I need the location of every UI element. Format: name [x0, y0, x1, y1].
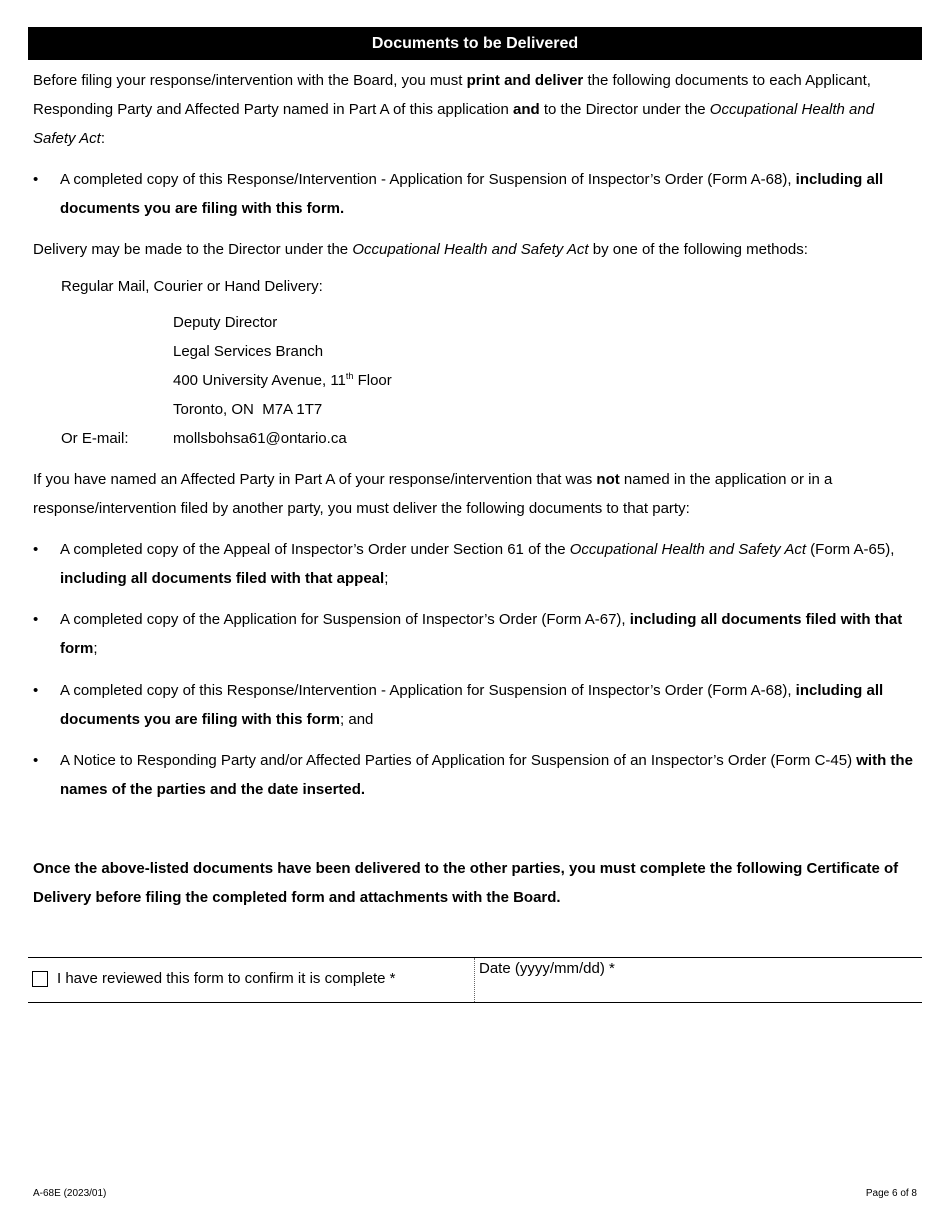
- bullet2-italic: Occupational Health and Safety Act: [569, 541, 807, 558]
- intro-text-3: to the Director under the: [539, 101, 710, 118]
- section-header: [28, 27, 922, 60]
- list-item-form-a65: [33, 535, 923, 593]
- address-line-3-text: 400 University Avenue, 11: [173, 372, 346, 389]
- address-line-4: Toronto, ON M7A 1T7: [173, 401, 323, 418]
- review-checkbox-label: I have reviewed this form to confirm it is complete *: [57, 970, 396, 987]
- review-checkbox[interactable]: [32, 971, 48, 987]
- address-line-3-floor: Floor: [353, 372, 392, 389]
- date-field-label: Date (yyyy/mm/dd) *: [479, 960, 615, 977]
- intro-italic-1: Occupational Health and Safety Act: [33, 101, 875, 147]
- bullet2-text-1: A completed copy of the Appeal of Inspector’s Order under Section 61 of the: [60, 541, 570, 558]
- section-title: Documents to be Delivered: [371, 34, 579, 52]
- bullet-icon: •: [33, 171, 39, 188]
- bullet-icon: •: [33, 682, 39, 699]
- page-number: Page 6 of 8: [865, 1188, 917, 1199]
- delivery-paragraph: [33, 235, 918, 264]
- affected-bold: not: [596, 471, 620, 488]
- bullet3-text-1: A completed copy of the Application for Suspension of Inspector’s Order (Form A-67),: [60, 611, 630, 628]
- intro-paragraph: [33, 66, 918, 153]
- bullet3-text-2: ;: [93, 640, 98, 657]
- bullet1-text: A completed copy of this Response/Intervention - Application for Suspension of Inspector’s Order (Form A-68),: [60, 171, 796, 188]
- bullet5-bold: with the names of the parties and the date inserted.: [60, 752, 913, 798]
- bullet3-bold: including all documents filed with that form: [60, 611, 903, 657]
- review-cell: [28, 958, 475, 1002]
- delivery-italic: Occupational Health and Safety Act: [352, 241, 589, 258]
- address-line-3: [173, 366, 392, 395]
- delivery-text-1: Delivery may be made to the Director under the: [33, 241, 353, 258]
- list-item-form-a68-repeat: [33, 676, 923, 734]
- affected-text-2: named in the application or in a response/intervention filed by another party, you must deliver the following documents to that party:: [33, 471, 833, 517]
- bullet4-bold: including all documents you are filing with this form: [60, 682, 884, 728]
- form-code: A-68E (2023/01): [33, 1188, 107, 1199]
- certificate-instruction: Once the above-listed documents have been delivered to the other parties, you must complete the following Certificate of Delivery before filing the completed form and attachments with the Board.: [33, 860, 899, 906]
- bullet4-text-2: ; and: [340, 711, 374, 728]
- email-label: Or E-mail:: [61, 430, 129, 447]
- bullet-icon: •: [33, 611, 39, 628]
- mail-method-label: Regular Mail, Courier or Hand Delivery:: [61, 278, 323, 295]
- bullet1-bold: including all documents you are filing with this form.: [60, 171, 884, 217]
- intro-text-1: Before filing your response/intervention with the Board, you must: [33, 72, 467, 89]
- list-item-form-c45: [33, 746, 923, 804]
- intro-bold-1: print and deliver: [466, 72, 584, 89]
- list-item-form-a67: [33, 605, 923, 663]
- bullet2-text-2: (Form A-65),: [806, 541, 895, 558]
- bullet-icon: •: [33, 752, 39, 769]
- affected-text-1: If you have named an Affected Party in Part A of your response/intervention that was: [33, 471, 597, 488]
- bullet2-bold: including all documents filed with that appeal: [60, 570, 385, 587]
- certificate-row: [28, 957, 922, 1003]
- bullet2-text-3: ;: [384, 570, 389, 587]
- address-line-1: Deputy Director: [173, 314, 278, 331]
- bullet-icon: •: [33, 541, 39, 558]
- affected-party-paragraph: [33, 465, 918, 523]
- intro-bold-2: and: [513, 101, 540, 118]
- address-line-3-sup: th: [345, 371, 354, 381]
- list-item-form-a68: [33, 165, 923, 223]
- address-line-2: Legal Services Branch: [173, 343, 324, 360]
- intro-text-4: :: [100, 130, 105, 147]
- intro-text-2: the following documents to each Applicant, Responding Party and Affected Party named in Part A of this application: [33, 72, 871, 118]
- email-address: mollsbohsa61@ontario.ca: [173, 430, 347, 447]
- bullet5-text: A Notice to Responding Party and/or Affected Parties of Application for Suspension of an Inspector’s Order (Form C-45): [60, 752, 857, 769]
- delivery-text-2: by one of the following methods:: [588, 241, 808, 258]
- bullet4-text-1: A completed copy of this Response/Intervention - Application for Suspension of Inspector’s Order (Form A-68),: [60, 682, 796, 699]
